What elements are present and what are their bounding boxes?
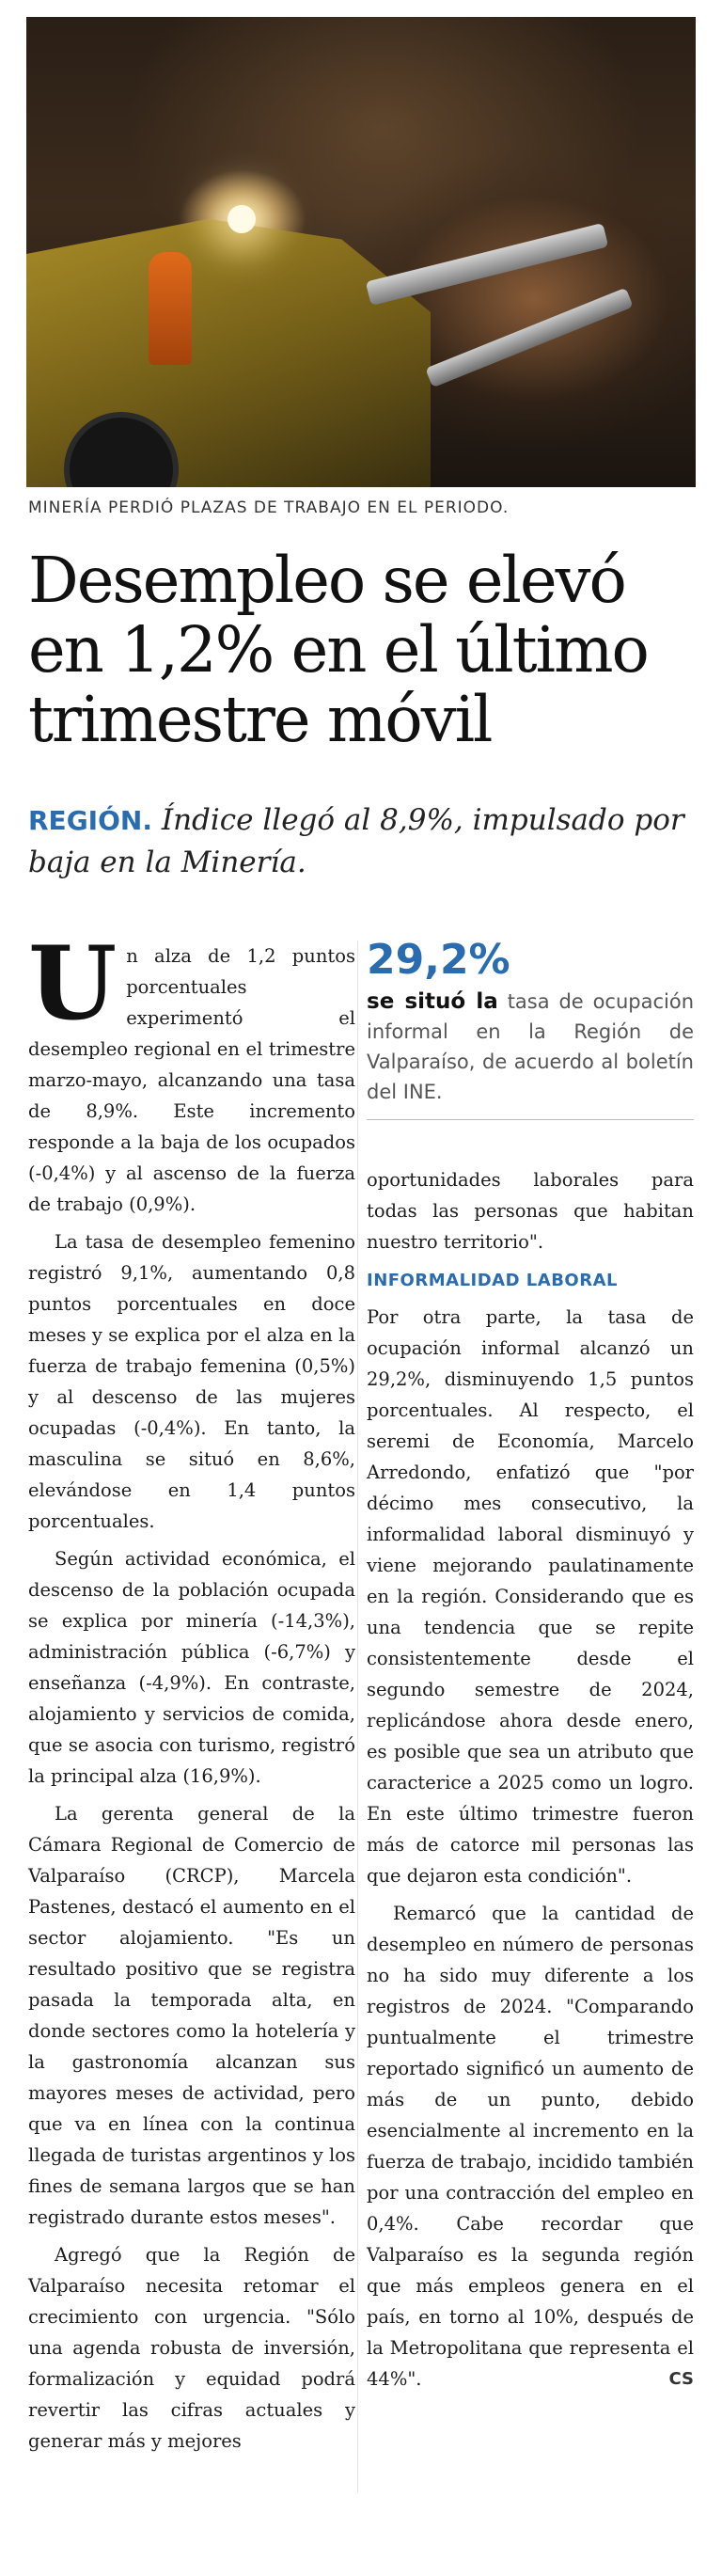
section-label: INFORMALIDAD LABORAL	[367, 1271, 618, 1290]
stat-divider	[367, 1119, 694, 1120]
headline: Desempleo se elevó en 1,2% en el último trimestre móvil	[28, 544, 648, 756]
body-paragraph: La tasa de desempleo femenino registró 9,1%, aumentando 0,8 puntos porcentuales en doce meses y se explica por el alza en la fuerza de trabajo femenina (0,5%) y al descenso de las mujeres ocupadas (-0,4%). En tanto, la masculina se situó en 8,6%, elevándose en 1,4 puntos porcentuales.	[28, 1231, 355, 1532]
body-paragraph: Según actividad económica, el descenso de la población ocupada se explica por minería (-14,3%), administración pública (-6,7%) y enseñanza (-4,9%). En contraste, alojamiento y servicios de comida, que se asocia con turismo, registró la principal alza (16,9%).	[28, 1548, 355, 1787]
body-paragraph	[367, 1898, 694, 2394]
article-photo	[26, 17, 696, 487]
body-paragraph: Por otra parte, la tasa de ocupación informal alcanzó un 29,2%, disminuyendo 1,5 puntos porcentuales. Al respecto, el seremi de Economía, Marcelo Arredondo, enfatizó que "por décimo mes consecutivo, la informalidad laboral disminuyó y viene mejorando paulatinamente en la región. Considerando que es una tendencia que se repite consistentemente desde el segundo semestre de 2024, replicándose ahora desde enero, es posible que sea un atributo que caracterice a 2025 como un logro. En este último trimestre fueron más de catorce mil personas las que dejaron esta condición".	[367, 1306, 694, 1887]
drill-boom	[366, 223, 609, 306]
photo-caption: MINERÍA PERDIÓ PLAZAS DE TRABAJO EN EL PERIODO.	[28, 498, 510, 517]
stat-description	[367, 987, 694, 1107]
stat-lead: se situó la	[367, 989, 498, 1014]
stat-text: tasa de ocupación informal en la Región de Valparaíso, de acuerdo al boletín del INE.	[367, 990, 695, 1103]
body-paragraph: La gerenta general de la Cámara Regional de Comercio de Valparaíso (CRCP), Marcela Pastenes, destacó el aumento en el sector alojamiento. "Es un resultado positivo que se registra pasada la temporada alta, en donde sectores como la hotelería y la gastronomía alcanzan sus mayores meses de actividad, pero que va en línea con la continua llegada de turistas argentinos y los fines de semana largos que se han registrado durante estos meses".	[28, 1803, 355, 2228]
drop-cap: U	[28, 925, 118, 1043]
region-tag: REGIÓN.	[28, 805, 152, 836]
subhead	[28, 799, 698, 883]
left-column	[28, 925, 355, 2463]
end-mark: CS	[668, 2369, 694, 2389]
paragraph-text: n alza de 1,2 puntos porcentuales experimentó el desempleo regional en el trimestre marzo-mayo, alcanzando una tasa de 8,9%. Este incremento responde a la baja de los ocupados (-0,4%) y al ascenso de la fuerza de trabajo (0,9%).	[28, 945, 355, 1215]
drill-boom	[425, 288, 633, 388]
body-paragraph: oportunidades laborales para todas las personas que habitan nuestro territorio".	[367, 1169, 694, 1253]
right-column	[367, 1164, 694, 2401]
stat-number: 29,2%	[367, 936, 510, 984]
column-divider	[357, 940, 358, 2492]
paragraph-text: Remarcó que la cantidad de desempleo en número de personas no ha sido muy diferente a los registros de 2024. "Comparando puntualmente el trimestre reportado significó un aumento de más de un punto, debido esencialmente al incremento en la fuerza de trabajo, incidido también por una contracción del empleo en 0,4%. Cabe recordar que Valparaíso es la segunda región que más empleos genera en el país, en torno al 10%, después de la Metropolitana que representa el 44%".	[367, 1903, 694, 2390]
miner-worker	[149, 252, 192, 365]
lamp-light	[228, 205, 256, 233]
stat-box	[367, 936, 694, 1114]
body-paragraph	[28, 925, 355, 1220]
subhead-text: Índice llegó al 8,9%, impulsado por baja en la Minería.	[28, 803, 684, 879]
body-paragraph: Agregó que la Región de Valparaíso necesita retomar el crecimiento con urgencia. "Sólo una agenda robusta de inversión, formalización y equidad podrá revertir las cifras actuales y generar más y mejores	[28, 2244, 355, 2452]
